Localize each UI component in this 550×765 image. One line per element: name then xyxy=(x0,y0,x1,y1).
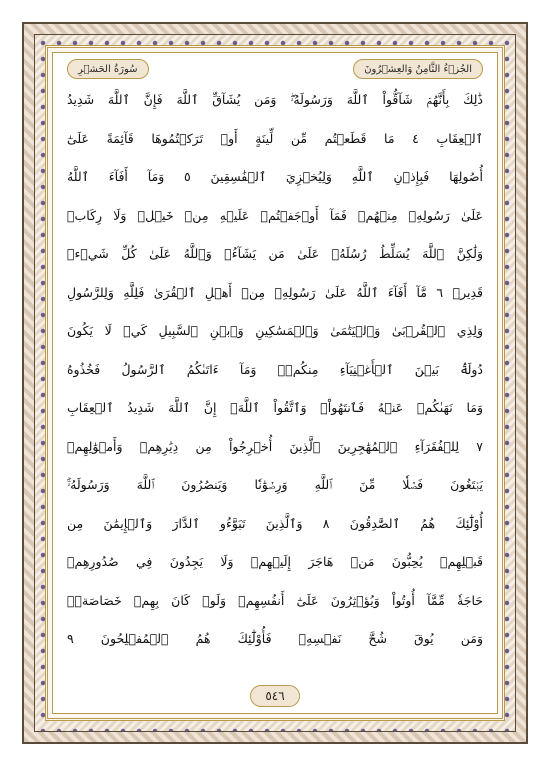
page-header xyxy=(67,59,483,79)
text-line: ٱلۡعِقَابِ ٤ مَا قَطَعۡتُم مِّن لِّينَةٍ أَوۡ تَرَكۡتُمُوهَا قَآئِمَةً عَلَىٰٓ xyxy=(67,130,483,146)
page-border xyxy=(22,22,528,744)
text-line: دُولَةَۢ بَيۡنَ ٱلۡأَغۡنِيَآءِ مِنكُمۡۚ وَمَآ ءَاتَىٰكُمُ ٱلرَّسُولُ فَخُذُوهُ xyxy=(67,361,483,377)
text-line: وَمَا نَهَىٰكُمۡ عَنۡهُ فَٱنتَهُواْۚ وَٱتَّقُواْ ٱللَّهَۖ إِنَّ ٱللَّهَ شَدِيدُ ٱلۡعِقَابِ xyxy=(67,400,483,415)
surah-name: سُورَةُ الحَشۡرِ xyxy=(67,59,149,79)
mushaf-page xyxy=(52,52,498,714)
text-line: ذَٰلِكَ بِأَنَّهُمۡ شَآقُّواْ ٱللَّهَ وَرَسُولَهُۥۖ وَمَن يُشَآقِّ ٱللَّهَ فَإِنَّ ٱللَّهَ شَدِيدُ xyxy=(67,92,483,107)
text-line: ٧ لِلۡفُقَرَآءِ ٱلۡمُهَٰجِرِينَ ٱلَّذِينَ أُخۡرِجُواْ مِن دِيَٰرِهِمۡ وَأَمۡوَٰلِهِمۡ xyxy=(67,438,483,454)
text-line: حَاجَةٗ مِّمَّآ أُوتُواْ وَيُؤۡثِرُونَ عَلَىٰٓ أَنفُسِهِمۡ وَلَوۡ كَانَ بِهِمۡ خَصَاصَةٞۚ xyxy=(67,592,483,608)
text-line: يَبۡتَغُونَ فَضۡلٗا مِّنَ ٱللَّهِ وَرِضۡوَٰنٗا وَيَنصُرُونَ ٱللَّهَ وَرَسُولَهُۥٓۚ xyxy=(67,477,483,492)
gold-border xyxy=(45,45,505,721)
page-footer xyxy=(53,685,497,707)
text-line: وَمَن يُوقَ شُحَّ نَفۡسِهِۦ فَأُوْلَٰٓئِكَ هُمُ ٱلۡمُفۡلِحُونَ ٩ xyxy=(67,631,483,646)
text-line: وَلَٰكِنَّ ٱللَّهَ يُسَلِّطُ رُسُلَهُۥ عَلَىٰ مَن يَشَآءُۚ وَٱللَّهُ عَلَىٰ كُلِّ شَيۡءٖ xyxy=(67,246,483,261)
text-line: أُوْلَٰٓئِكَ هُمُ ٱلصَّٰدِقُونَ ٨ وَٱلَّذِينَ تَبَوَّءُو ٱلدَّارَ وَٱلۡإِيمَٰنَ مِن xyxy=(67,515,483,531)
page-number: ٥٤٦ xyxy=(250,685,299,707)
text-line: قَبۡلِهِمۡ يُحِبُّونَ مَنۡ هَاجَرَ إِلَيۡهِمۡ وَلَا يَجِدُونَ فِي صُدُورِهِمۡ xyxy=(67,554,483,569)
quran-text xyxy=(67,81,483,677)
text-line: أُصُولِهَا فَبِإِذۡنِ ٱللَّهِ وَلِيُخۡزِيَ ٱلۡفَٰسِقِينَ ٥ وَمَآ أَفَآءَ ٱللَّهُ xyxy=(67,169,483,184)
text-line: عَلَىٰ رَسُولِهِۦ مِنۡهُمۡ فَمَآ أَوۡجَفۡتُمۡ عَلَيۡهِ مِنۡ خَيۡلٖ وَلَا رِكَابٖ xyxy=(67,207,483,223)
text-line: وَلِذِي ٱلۡقُرۡبَىٰ وَٱلۡيَتَٰمَىٰ وَٱلۡمَسَٰكِينِ وَٱبۡنِ ٱلسَّبِيلِ كَيۡ لَا يَكُونَ xyxy=(67,323,483,338)
text-line: قَدِيرٞ ٦ مَّآ أَفَآءَ ٱللَّهُ عَلَىٰ رَسُولِهِۦ مِنۡ أَهۡلِ ٱلۡقُرَىٰ فَلِلَّهِ وَلِلرَّسُولِ xyxy=(67,284,483,300)
juz-label: الجُزۡءُ الثَّامِنُ وَالعِشۡرُونَ xyxy=(353,59,483,79)
ornamental-border xyxy=(34,34,516,732)
